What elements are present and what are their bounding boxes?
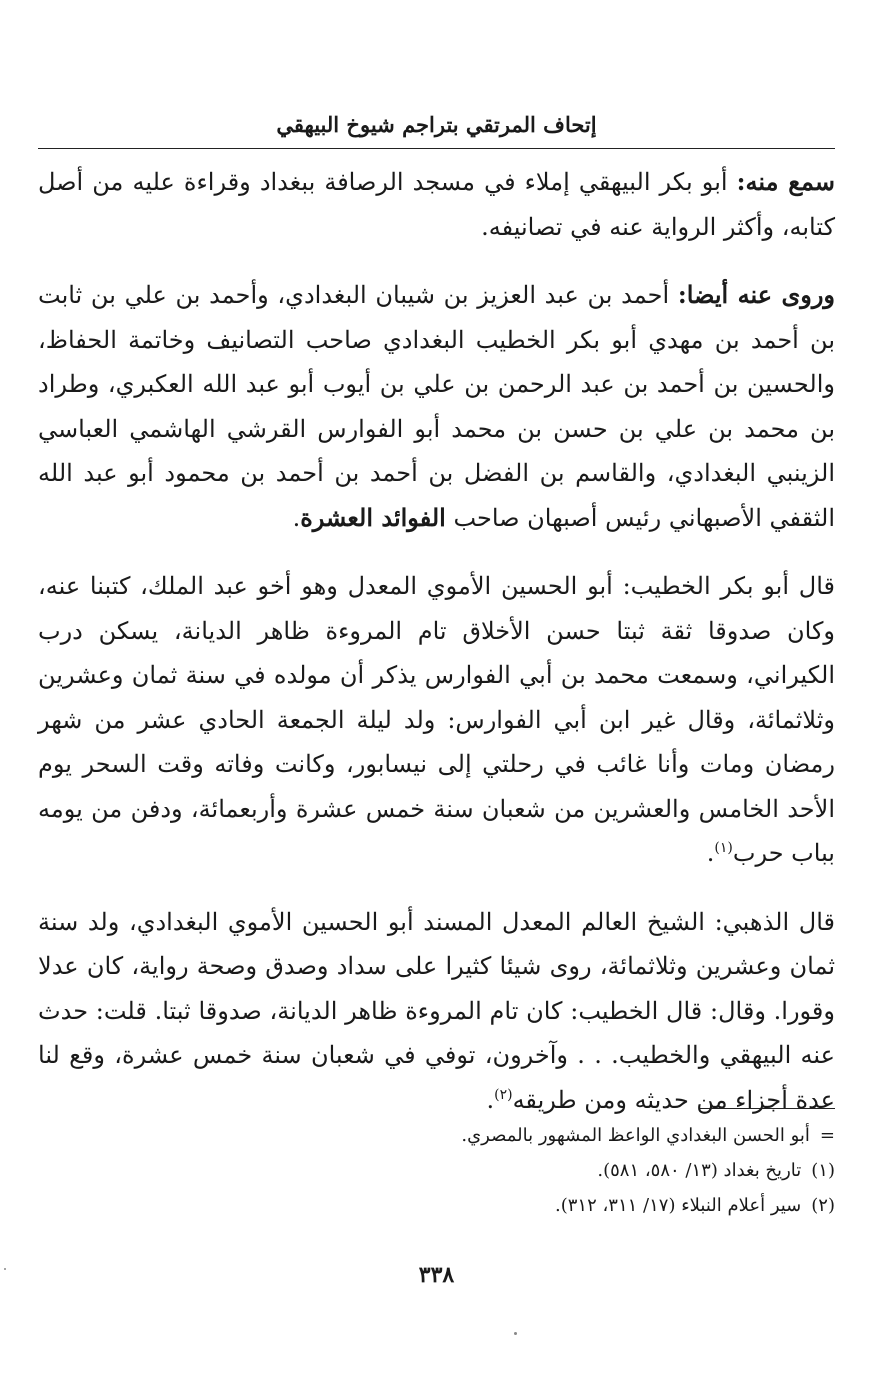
paragraph-lead: وروى عنه أيضا: (677, 280, 835, 309)
paragraph-lead: سمع منه: (736, 167, 835, 196)
footnote-text: سير أعلام النبلاء (١٧/ ٣١١، ٣١٢). (555, 1195, 802, 1216)
paragraph-text: قال أبو بكر الخطيب: أبو الحسين الأموي المعدل وهو أخو عبد الملك، كتبنا عنه، وكان صدوقا ثقة ثبتا حسن الأخلاق تام المروءة ظاهر الديانة، يسكن درب الكيراني، وسمعت محمد بن أبي الفوارس يذكر أن مولده في سنة ثمان وعشرين وثلاثمائة، وقال غير ابن أبي الفوارس: ولد ليلة الجمعة الحادي عشر من شهر رمضان ومات وأنا غائب في رحلتي إلى نيسابور، وكانت وفاته وقت السحر يوم الأحد الخامس والعشرين من شعبان سنة خمس عشرة وأربعمائة، ودفن من يومه بباب حرب (38, 572, 836, 867)
paragraph-heard-from (38, 160, 835, 249)
paragraph-end: . (486, 1085, 495, 1114)
page-number: ٣٣٨ (418, 1262, 455, 1288)
paragraph-khatib (38, 564, 835, 876)
paragraph-text: قال الذهبي: الشيخ العالم المعدل المسند أبو الحسين الأموي البغدادي، ولد سنة ثمان وعشرين وثلاثمائة، روى شيئا كثيرا على سداد وصدق وصحة رواية، كان عدلا وقورا. وقال: قال الخطيب: كان تام المروءة ظاهر الديانة، صدوقا ثبتا. قلت: حدث عنه البيهقي والخطيب. . . وآخرون، توفي في شعبان سنة خمس عشرة، وقع لنا عدة أجزاء من حديثه ومن طريقه (38, 907, 835, 1114)
paragraph-end: . (292, 503, 301, 532)
footnote-text: أبو الحسن البغدادي الواعظ المشهور بالمصري. (461, 1125, 810, 1146)
scan-speck (4, 1268, 6, 1270)
footnote-ref[interactable]: (٢) (494, 1086, 513, 1103)
paragraph-text: أبو بكر البيهقي إملاء في مسجد الرصافة ببغداد وقراءة عليه من أصل كتابه، وأكثر الرواية عنه في تصانيفه. (38, 168, 835, 241)
paragraph-end: . (706, 839, 715, 867)
paragraph-also-narrated (38, 273, 835, 540)
scan-speck (514, 1332, 517, 1335)
paragraph-text: أحمد بن عبد العزيز بن شيبان البغدادي، وأحمد بن علي بن ثابت بن أحمد بن مهدي أبو بكر الخطيب البغدادي صاحب التصانيف وخاتمة الحفاظ، والحسين بن أحمد بن عبد الرحمن بن علي بن أيوب أبو عبد الله العكبري، وطراد بن محمد بن علي بن حسن بن محمد أبو الفوارس القرشي الهاشمي العباسي الزينبي البغدادي، والقاسم بن الفضل بن أحمد بن أحمد بن محمود أبو عبد الله الثقفي الأصبهاني رئيس أصبهان صاحب (38, 281, 835, 532)
footnote-item (38, 1188, 835, 1223)
header-rule (38, 148, 835, 149)
footnote-rule (700, 1108, 835, 1109)
footnotes (38, 1118, 835, 1223)
footnote-item (38, 1118, 835, 1153)
footnote-item (38, 1153, 835, 1188)
footnote-text: تاريخ بغداد (١٣/ ٥٨٠، ٥٨١). (597, 1160, 802, 1181)
main-text (38, 160, 835, 1146)
footnote-mark: (٢) (811, 1195, 835, 1216)
footnote-mark: = (819, 1125, 835, 1146)
book-title: الفوائد العشرة (300, 502, 446, 532)
footnote-ref[interactable]: (١) (714, 840, 733, 856)
paragraph-dhahabi (38, 900, 835, 1123)
running-header-title: إتحاف المرتقي بتراجم شيوخ البيهقي (276, 112, 597, 137)
footnote-mark: (١) (811, 1160, 835, 1181)
